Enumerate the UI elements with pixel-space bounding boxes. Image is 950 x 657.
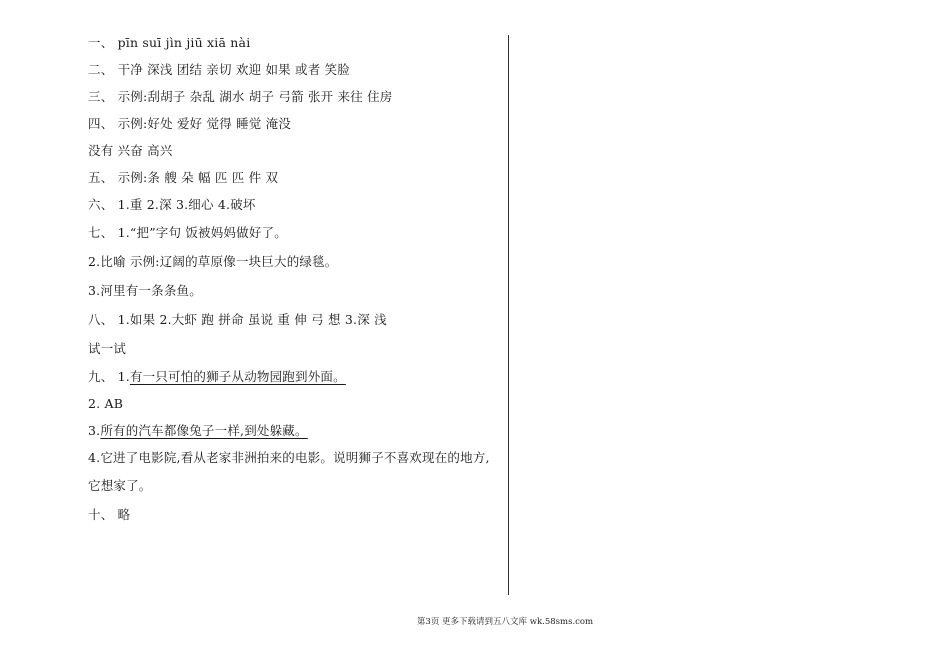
answer-line-2: 二、 干净 深浅 团结 亲切 欢迎 如果 或者 笑脸	[88, 62, 350, 77]
answer-line-9d: 4.它进了电影院,看从老家非洲拍来的电影。说明狮子不喜欢现在的地方,	[88, 450, 490, 465]
answer-line-4b: 没有 兴奋 高兴	[88, 143, 173, 158]
answer-9a-prefix: 九、 1.	[88, 369, 130, 384]
answer-line-9b: 2. AB	[88, 396, 124, 411]
answer-line-8b: 试一试	[88, 341, 127, 356]
answer-line-5: 五、 示例:条 艘 朵 幅 匹 匹 件 双	[88, 170, 279, 185]
answer-9c-underlined: 所有的汽车都像兔子一样,到处躲藏。	[100, 423, 308, 438]
answer-line-9e: 它想家了。	[88, 478, 152, 493]
answer-line-9a	[88, 363, 498, 390]
answer-line-8a: 八、 1.如果 2.大虾 跑 拼命 虽说 重 伸 弓 想 3.深 浅	[88, 312, 387, 327]
answer-line-10: 十、 略	[88, 507, 131, 522]
answer-line-4a: 四、 示例:好处 爱好 觉得 睡觉 淹没	[88, 116, 292, 131]
answer-line-7b: 2.比喻 示例:辽阔的草原像一块巨大的绿毯。	[88, 254, 338, 269]
answer-9c-prefix: 3.	[88, 423, 101, 438]
column-divider	[508, 35, 509, 595]
answer-line-7a: 七、 1.“把”字句 饭被妈妈做好了。	[88, 225, 287, 240]
answer-column	[88, 29, 498, 529]
answer-line-1: 一、 pīn suī jìn jiū xiā nài	[88, 35, 251, 50]
answer-line-6: 六、 1.重 2.深 3.细心 4.破坏	[88, 197, 256, 212]
answer-9a-underlined: 有一只可怕的狮子从动物园跑到外面。	[129, 369, 346, 384]
answer-line-7c: 3.河里有一条条鱼。	[88, 283, 202, 298]
page-footer: 第3页 更多下载请到五八文库 wk.58sms.com	[416, 617, 594, 627]
answer-line-9c	[88, 417, 498, 444]
answer-line-3: 三、 示例:刮胡子 杂乱 湖水 胡子 弓箭 张开 来往 住房	[88, 89, 393, 104]
